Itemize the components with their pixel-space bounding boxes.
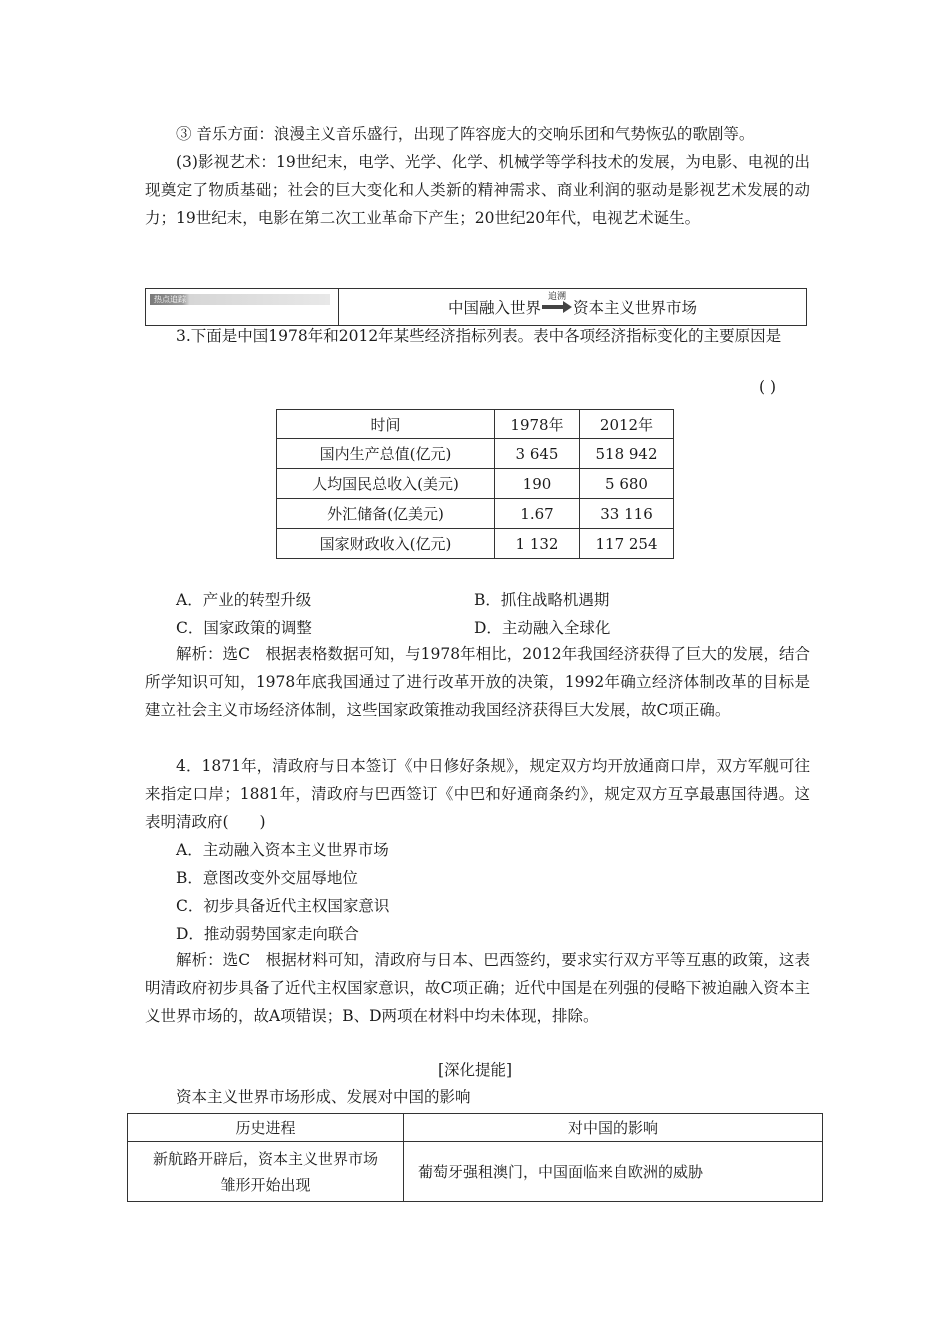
table-header-cell: 1978年 <box>495 410 580 439</box>
table-cell: 葡萄牙强租澳门，中国面临来自欧洲的威胁 <box>404 1142 823 1202</box>
table-header-cell: 时间 <box>277 410 495 439</box>
arrow-icon <box>542 292 572 314</box>
q4-stem: 4．1871年，清政府与日本签订《中日修好条规》，规定双方均开放通商口岸，双方军舰可往来指定口岸；1881年，清政府与巴西签订《中巴和好通商条约》，规定双方互享最惠国待遇。这表明清政府( ) <box>145 757 810 831</box>
q4-analysis: 解析：选C 根据材料可知，清政府与日本、巴西签约，要求实行双方平等互惠的政策，这表明清政府初步具备了近代主权国家意识，故C项正确；近代中国是在列强的侵略下被迫融入资本主义世界市场的，故A项错误；B、D两项在材料中均未体现，排除。 <box>145 951 810 1025</box>
topic-box <box>145 288 807 326</box>
table-header-row <box>128 1114 823 1142</box>
table-cell: 33 116 <box>580 499 674 529</box>
hot-topic-tag: 热点追踪 <box>150 294 330 305</box>
table-cell <box>128 1142 404 1202</box>
table-header-cell: 对中国的影响 <box>404 1114 823 1142</box>
q4-option-c: C．初步具备近代主权国家意识 <box>176 897 390 915</box>
topic-tag-cell <box>146 289 339 325</box>
table-cell: 国内生产总值(亿元) <box>277 439 495 469</box>
table-row <box>277 439 674 469</box>
q4-option-b: B．意图改变外交屈辱地位 <box>176 869 358 887</box>
table-row <box>277 529 674 559</box>
table-header-row <box>277 410 674 439</box>
q3-option-b: B．抓住战略机遇期 <box>474 591 610 609</box>
table-cell: 518 942 <box>580 439 674 469</box>
q4-option-a: A．主动融入资本主义世界市场 <box>176 841 389 859</box>
q3-stem: 3.下面是中国1978年和2012年某些经济指标列表。表中各项经济指标变化的主要原因是 <box>176 327 782 345</box>
table-cell: 国家财政收入(亿元) <box>277 529 495 559</box>
table-cell: 5 680 <box>580 469 674 499</box>
q3-answer-bracket: ( ) <box>759 378 777 396</box>
arrow-label: 追溯 <box>547 292 566 302</box>
table-cell: 1 132 <box>495 529 580 559</box>
cell-line: 新航路开辟后，资本主义世界市场 <box>152 1149 378 1168</box>
q3-option-d: D．主动融入全球化 <box>474 619 611 637</box>
deepen-heading: [深化提能] <box>437 1061 513 1079</box>
table-cell: 1.67 <box>495 499 580 529</box>
table-row <box>277 499 674 529</box>
q3-option-c: C．国家政策的调整 <box>176 619 312 637</box>
q3-option-a: A．产业的转型升级 <box>176 591 312 609</box>
table-header-cell: 历史进程 <box>128 1114 404 1142</box>
table-cell: 外汇储备(亿美元) <box>277 499 495 529</box>
topic-right-text: 资本主义世界市场 <box>573 299 698 317</box>
topic-left-text: 中国融入世界 <box>447 299 541 317</box>
film-paragraph: (3)影视艺术：19世纪末，电学、光学、化学、机械学等学科技术的发展，为电影、电视的出现奠定了物质基础；社会的巨大变化和人类新的精神需求、商业利润的驱动是影视艺术发展的动力；19世纪末，电影在第二次工业革命下产生；20世纪20年代，电视艺术诞生。 <box>145 153 810 227</box>
table-header-cell: 2012年 <box>580 410 674 439</box>
q3-analysis: 解析：选C 根据表格数据可知，与1978年相比，2012年我国经济获得了巨大的发展，结合所学知识可知，1978年底我国通过了进行改革开放的决策，1992年确立经济体制改革的目标是建立社会主义市场经济体制，这些国家政策推动我国经济获得巨大发展，故C项正确。 <box>145 645 810 719</box>
table-row <box>128 1142 823 1202</box>
music-paragraph: ③ 音乐方面：浪漫主义音乐盛行，出现了阵容庞大的交响乐团和气势恢弘的歌剧等。 <box>176 125 755 143</box>
q4-option-d: D．推动弱势国家走向联合 <box>176 925 359 943</box>
topic-title <box>339 289 806 325</box>
cell-line: 雏形开始出现 <box>220 1175 311 1194</box>
deepen-subtitle: 资本主义世界市场形成、发展对中国的影响 <box>176 1088 471 1106</box>
table-cell: 190 <box>495 469 580 499</box>
table-cell: 3 645 <box>495 439 580 469</box>
table-cell: 117 254 <box>580 529 674 559</box>
deepen-table <box>127 1113 823 1202</box>
q3-table <box>276 409 674 559</box>
table-cell: 人均国民总收入(美元) <box>277 469 495 499</box>
table-row <box>277 469 674 499</box>
